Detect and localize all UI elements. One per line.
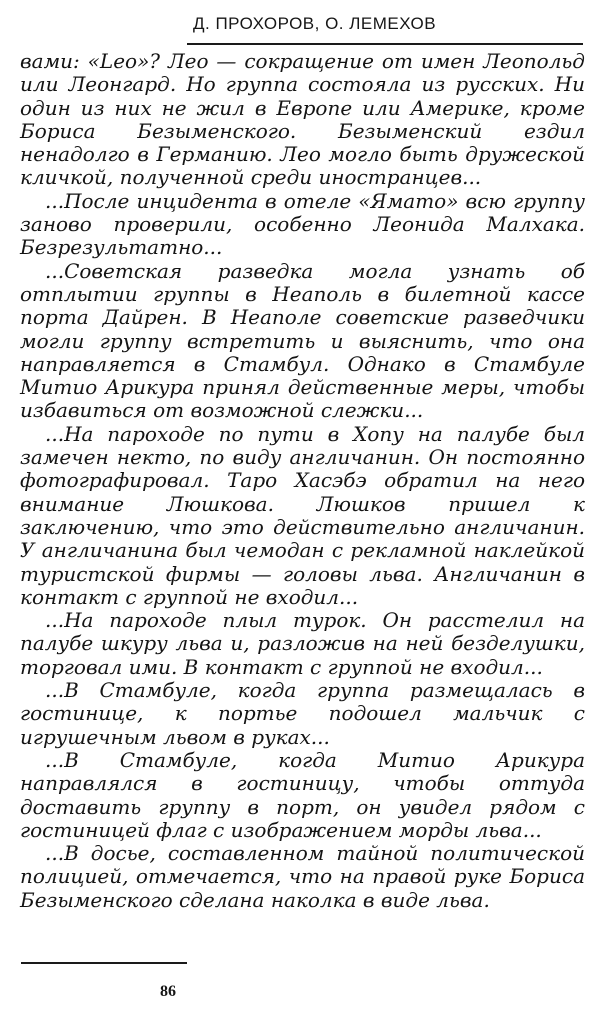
paragraph-6: ...В Стамбуле, когда группа размещалась в гостинице, к портье подошел мальчик с игрушечным львом в руках... [20,678,585,749]
body-text [20,50,585,912]
paragraph-8: ...В досье, составленном тайной политической полицией, отмечается, что на правой руке Бориса Безыменского сделана наколка в виде льва. [20,841,585,912]
page-number: 86 [160,983,176,1000]
paragraph-7: ...В Стамбуле, когда Митио Арикура направлялся в гостиницу, чтобы оттуда доставить группу в порт, он увидел рядом с гостиницей флаг с изображением морды льва... [20,747,585,842]
paragraph-1: вами: «Leo»? Лео — сокращение от имен Леопольд или Леонгард. Но группа состояла из русских. Ни один из них не жил в Европе или Америке, кроме Бориса Безыменского. Безыменский ездил ненадолго в Германию. Лео могло быть дружеской кличкой, полученной среди иностранцев... [20,49,585,190]
paragraph-3: ...Советская разведка могла узнать об отплытии группы в Неаполь в билетной кассе порта Дайрен. В Неаполе советские разведчики могли группу встретить и выяснить, что она направляется в Стамбул. Однако в Стамбуле Митио Арикура принял действенные меры, чтобы избавиться от возможной слежки... [20,258,585,423]
paragraph-2: ...После инцидента в отеле «Ямато» всю группу заново проверили, особенно Леонида Малхака. Безрезультатно... [20,188,585,260]
header-rule [187,43,583,45]
paragraph-4: ...На пароходе по пути в Хопу на палубе был замечен некто, по виду англичанин. Он постоянно фотографировал. Таро Хасэбэ обратил на него внимание Люшкова. Люшков пришел к заключению, что это действительно англичанин. У англичанина был чемодан с рекламной наклейкой туристской фирмы — головы льва. Англичанин в контакт с группой не входил... [20,421,585,609]
footer-rule [21,962,187,964]
running-head: Д. ПРОХОРОВ, О. ЛЕМЕХОВ [193,14,437,33]
paragraph-5: ...На пароходе плыл турок. Он расстелил на палубе шкуру льва и, разложив на ней безделушки, торговал ими. В контакт с группой не входил... [20,608,585,679]
